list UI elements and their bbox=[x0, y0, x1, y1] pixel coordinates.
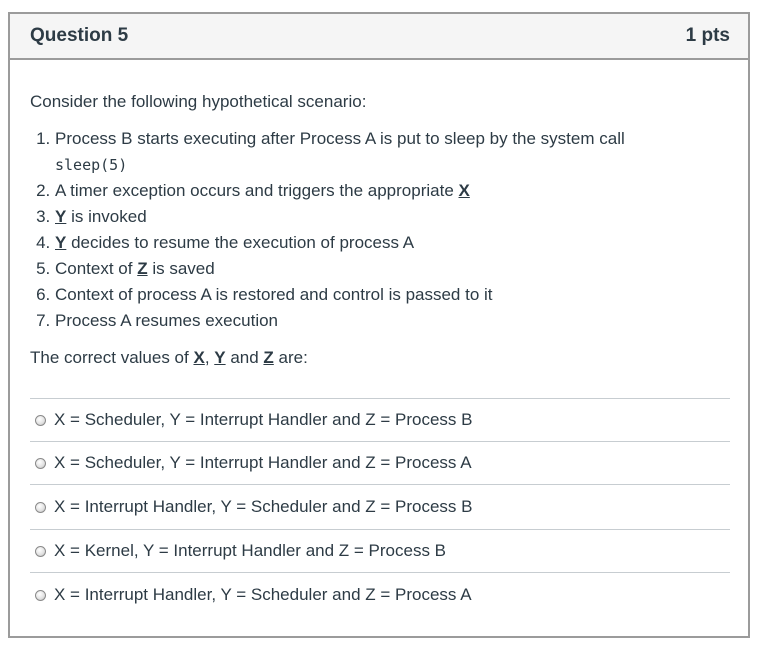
variable-z: Z bbox=[137, 259, 148, 278]
question-intro: Consider the following hypothetical scenario: bbox=[30, 92, 367, 111]
variable-z: Z bbox=[263, 348, 274, 367]
question-points: 1 pts bbox=[685, 25, 730, 46]
scenario-step: 5. Context of Z is saved bbox=[55, 256, 645, 282]
answer-option[interactable] bbox=[30, 399, 730, 442]
radio-button[interactable] bbox=[35, 415, 46, 426]
question-card bbox=[8, 12, 750, 638]
code-snippet: sleep(5) bbox=[55, 156, 128, 174]
variable-x: X bbox=[458, 181, 470, 200]
answer-label: X = Interrupt Handler, Y = Scheduler and Z = Process B bbox=[54, 497, 473, 516]
scenario-step: 3. Y is invoked bbox=[55, 204, 645, 230]
answer-option[interactable] bbox=[30, 485, 730, 530]
radio-button[interactable] bbox=[35, 502, 46, 513]
radio-button[interactable] bbox=[35, 546, 46, 557]
radio-button[interactable] bbox=[35, 458, 46, 469]
variable-y: Y bbox=[55, 207, 67, 226]
answer-label: X = Scheduler, Y = Interrupt Handler and Z = Process A bbox=[54, 453, 472, 472]
answer-label: X = Kernel, Y = Interrupt Handler and Z = Process B bbox=[54, 541, 447, 560]
answer-label: X = Interrupt Handler, Y = Scheduler and Z = Process A bbox=[54, 585, 472, 604]
variable-x: X bbox=[193, 348, 205, 367]
answer-option[interactable] bbox=[30, 573, 730, 617]
question-body bbox=[10, 60, 748, 617]
answer-list bbox=[30, 398, 730, 617]
question-header bbox=[10, 14, 748, 60]
answer-label: X = Scheduler, Y = Interrupt Handler and Z = Process B bbox=[54, 410, 473, 429]
scenario-step: 1. Process B starts executing after Process A is put to sleep by the system call sleep(5) bbox=[55, 126, 645, 178]
question-prompt: The correct values of X, Y and Z are: bbox=[30, 348, 308, 367]
variable-y: Y bbox=[214, 348, 226, 367]
answer-option[interactable] bbox=[30, 442, 730, 485]
scenario-step: 2. A timer exception occurs and triggers the appropriate X bbox=[55, 178, 645, 204]
answer-option[interactable] bbox=[30, 530, 730, 573]
variable-y: Y bbox=[55, 233, 67, 252]
scenario-step: 7. Process A resumes execution bbox=[55, 308, 645, 334]
scenario-steps bbox=[30, 126, 645, 334]
question-title: Question 5 bbox=[30, 25, 129, 46]
scenario-step: 6. Context of process A is restored and control is passed to it bbox=[55, 282, 645, 308]
scenario-step: 4. Y decides to resume the execution of process A bbox=[55, 230, 645, 256]
radio-button[interactable] bbox=[35, 590, 46, 601]
